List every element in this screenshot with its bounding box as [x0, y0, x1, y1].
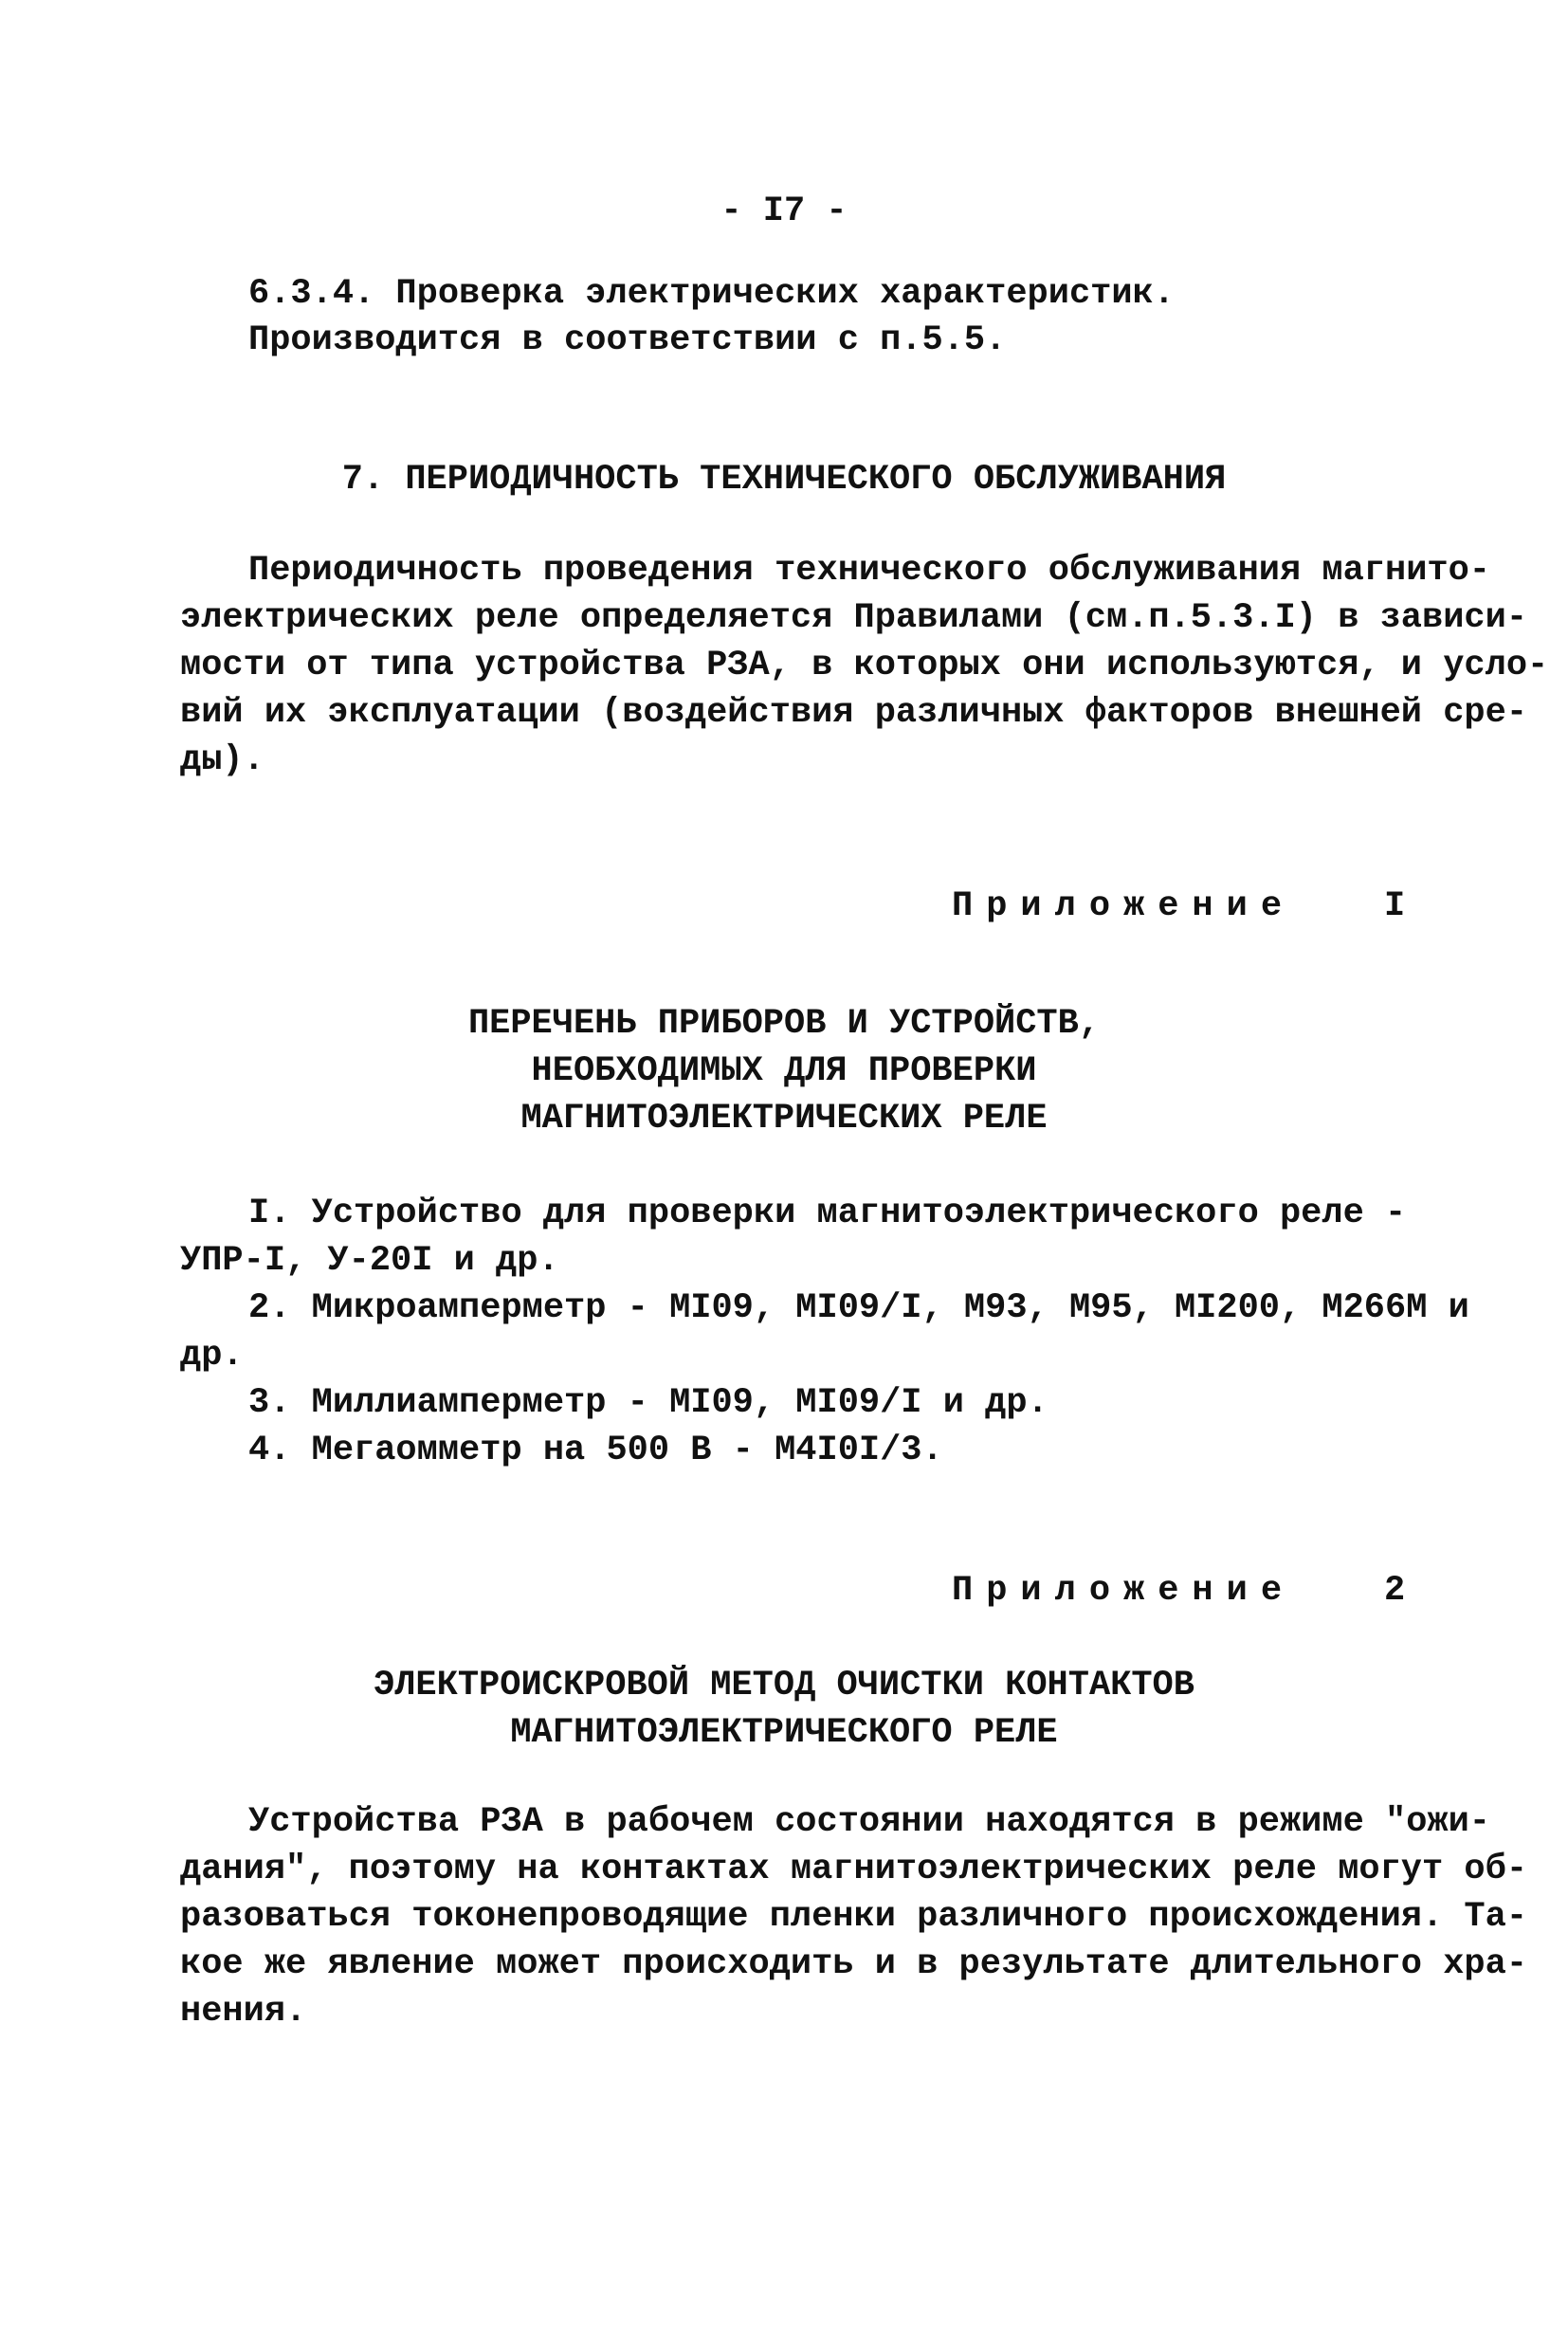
appendix-1-list-item: 3. Миллиамперметр - МI09, МI09/I и др. — [248, 1383, 1048, 1423]
appendix-2-paragraph-line: кое же явление может происходить и в результате длительного хра- — [180, 1944, 1528, 1984]
section-7-paragraph-line: мости от типа устройства РЗА, в которых они используются, и усло- — [180, 646, 1549, 685]
appendix-1-number: I — [1384, 886, 1406, 926]
appendix-1-label: Приложение — [952, 886, 1296, 926]
appendix-2-title-line: МАГНИТОЭЛЕКТРИЧЕСКОГО РЕЛЕ — [510, 1713, 1058, 1753]
appendix-1-title-line: ПЕРЕЧЕНЬ ПРИБОРОВ И УСТРОЙСТВ, — [467, 1004, 1101, 1044]
appendix-2-paragraph-line: Устройства РЗА в рабочем состоянии находятся в режиме "ожи- — [248, 1802, 1491, 1842]
appendix-2-paragraph-line: нения. — [180, 1992, 307, 2032]
appendix-1-title-line: НЕОБХОДИМЫХ ДЛЯ ПРОВЕРКИ — [531, 1051, 1037, 1091]
section-7-paragraph-line: вий их эксплуатации (воздействия различных факторов внешней сре- — [180, 693, 1528, 733]
appendix-1-list-item: 2. Микроамперметр - МI09, МI09/I, М93, М95, МI200, М266М и — [248, 1288, 1469, 1328]
section-7-heading: 7. ПЕРИОДИЧНОСТЬ ТЕХНИЧЕСКОГО ОБСЛУЖИВАНИЯ — [341, 460, 1227, 500]
section-7-paragraph-line: электрических реле определяется Правилами (см.п.5.3.I) в зависи- — [180, 598, 1528, 638]
appendix-2-paragraph-line: разоваться токонепроводящие пленки различного происхождения. Та- — [180, 1897, 1528, 1937]
appendix-1-list-item: 4. Мегаомметр на 500 В - М4I0I/3. — [248, 1431, 943, 1470]
appendix-1-list-item: I. Устройство для проверки магнитоэлектрического реле - — [248, 1194, 1407, 1233]
appendix-2-label: Приложение — [952, 1571, 1296, 1611]
appendix-2-title-line: ЭЛЕКТРОИСКРОВОЙ МЕТОД ОЧИСТКИ КОНТАКТОВ — [374, 1666, 1194, 1705]
section-634-text: Производится в соответствии с п.5.5. — [248, 320, 1007, 360]
appendix-1-list-item: УПР-I, У-20I и др. — [180, 1241, 559, 1281]
appendix-1-title-line: МАГНИТОЭЛЕКТРИЧЕСКИХ РЕЛЕ — [520, 1099, 1048, 1139]
appendix-1-list-item: др. — [180, 1336, 244, 1376]
appendix-2-number: 2 — [1384, 1571, 1406, 1611]
section-7-paragraph-line: Периодичность проведения технического обслуживания магнито- — [248, 551, 1491, 591]
section-634-heading: 6.3.4. Проверка электрических характеристик. — [248, 274, 1175, 314]
appendix-2-paragraph-line: дания", поэтому на контактах магнитоэлектрических реле могут об- — [180, 1850, 1528, 1889]
page-number: - I7 - — [720, 191, 848, 231]
section-7-paragraph-line: ды). — [180, 740, 264, 780]
